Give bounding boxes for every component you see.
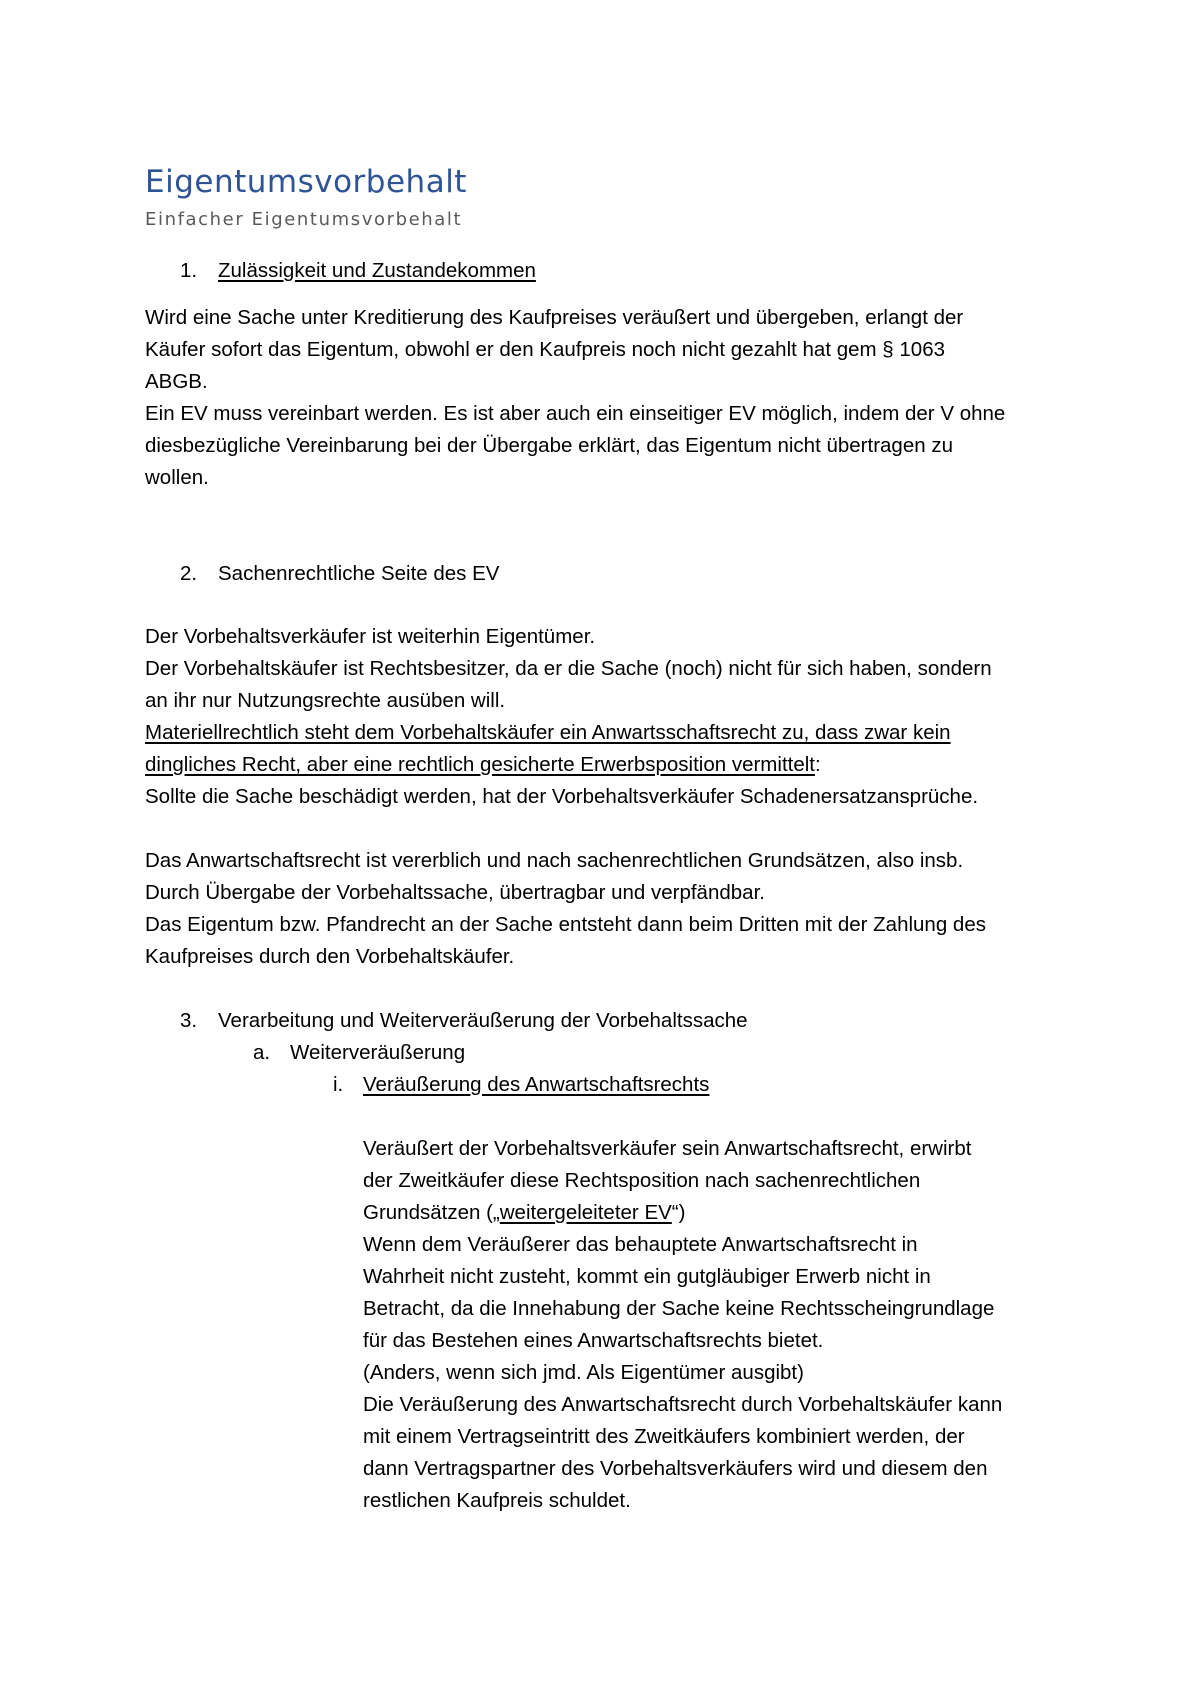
section-2-body-1 [145, 621, 1065, 813]
subsection-a-heading [0, 1037, 1200, 1069]
section-3-title: Verarbeitung und Weiterveräußerung der Vorbehaltssache [218, 1009, 748, 1032]
paragraph-line [363, 1197, 1073, 1229]
paragraph-line: Betracht, da die Innehabung der Sache keine Rechtsscheingrundlage [363, 1297, 995, 1320]
section-3-heading [0, 1005, 1200, 1037]
text-segment: “) [671, 1201, 686, 1224]
paragraph-line: diesbezügliche Vereinbarung bei der Übergabe erklärt, das Eigentum nicht übertragen zu [145, 434, 953, 457]
section-2-body-2 [145, 845, 1065, 973]
paragraph-line: Ein EV muss vereinbart werden. Es ist aber auch ein einseitiger EV möglich, indem der V ohne [145, 402, 1006, 425]
text-segment: Grundsätzen („ [363, 1201, 500, 1224]
paragraph-line: für das Bestehen eines Anwartschaftsrechts bietet. [363, 1329, 824, 1352]
paragraph-line: Veräußert der Vorbehaltsverkäufer sein Anwartschaftsrecht, erwirbt [363, 1137, 972, 1160]
subsection-i-title: Veräußerung des Anwartschaftsrechts [363, 1073, 710, 1096]
paragraph-line: Durch Übergabe der Vorbehaltssache, übertragbar und verpfändbar. [145, 881, 765, 904]
subsection-i-heading [0, 1069, 1200, 1101]
document-title: Eigentumsvorbehalt [145, 164, 467, 200]
section-2-title: Sachenrechtliche Seite des EV [218, 562, 500, 585]
paragraph-line: mit einem Vertragseintritt des Zweitkäufers kombiniert werden, der [363, 1425, 965, 1448]
section-1-title: Zulässigkeit und Zustandekommen [218, 259, 536, 282]
paragraph-line: Das Eigentum bzw. Pfandrecht an der Sache entsteht dann beim Dritten mit der Zahlung des [145, 913, 986, 936]
section-1-body [145, 302, 1065, 494]
underlined-text: weitergeleiteter EV [499, 1201, 672, 1224]
underlined-text: Materiellrechtlich steht dem Vorbehaltskäufer ein Anwartsschaftsrecht zu, dass zwar kein [145, 721, 951, 744]
subsection-a-title: Weiterveräußerung [290, 1041, 466, 1064]
subsection-a-number: a. [253, 1041, 271, 1064]
colon: : [814, 753, 821, 776]
paragraph-line [145, 749, 1065, 781]
paragraph-line: wollen. [145, 466, 209, 489]
paragraph-line: Das Anwartschaftsrecht ist vererblich und nach sachenrechtlichen Grundsätzen, also insb. [145, 849, 964, 872]
section-1-heading [0, 255, 1200, 287]
subsection-i-number: i. [333, 1073, 344, 1096]
document-subtitle: Einfacher Eigentumsvorbehalt [145, 209, 463, 230]
paragraph-line: Der Vorbehaltskäufer ist Rechtsbesitzer, da er die Sache (noch) nicht für sich haben, sondern [145, 657, 992, 680]
paragraph-line: restlichen Kaufpreis schuldet. [363, 1489, 631, 1512]
subsection-i-body [363, 1133, 1073, 1517]
paragraph-line: Käufer sofort das Eigentum, obwohl er den Kaufpreis noch nicht gezahlt hat gem § 1063 [145, 338, 946, 361]
paragraph-line: Wahrheit nicht zusteht, kommt ein gutgläubiger Erwerb nicht in [363, 1265, 931, 1288]
paragraph-line: dann Vertragspartner des Vorbehaltsverkäufers wird und diesem den [363, 1457, 988, 1480]
paragraph-line: Sollte die Sache beschädigt werden, hat der Vorbehaltsverkäufer Schadenersatzansprüche. [145, 785, 979, 808]
section-2-number: 2. [180, 562, 198, 585]
paragraph-line: Wird eine Sache unter Kreditierung des Kaufpreises veräußert und übergeben, erlangt der [145, 306, 964, 329]
paragraph-line: der Zweitkäufer diese Rechtsposition nach sachenrechtlichen [363, 1169, 921, 1192]
paragraph-line: an ihr nur Nutzungsrechte ausüben will. [145, 689, 506, 712]
paragraph-line [145, 717, 1065, 749]
paragraph-line: Die Veräußerung des Anwartschaftsrecht durch Vorbehaltskäufer kann [363, 1393, 1003, 1416]
section-3-number: 3. [180, 1009, 198, 1032]
section-1-number: 1. [180, 259, 198, 282]
paragraph-line: (Anders, wenn sich jmd. Als Eigentümer ausgibt) [363, 1361, 804, 1384]
paragraph-line: Der Vorbehaltsverkäufer ist weiterhin Eigentümer. [145, 625, 596, 648]
paragraph-line: Kaufpreises durch den Vorbehaltskäufer. [145, 945, 515, 968]
paragraph-line: Wenn dem Veräußerer das behauptete Anwartschaftsrecht in [363, 1233, 918, 1256]
underlined-text: dingliches Recht, aber eine rechtlich gesicherte Erwerbsposition vermittelt [145, 753, 815, 776]
paragraph-line: ABGB. [145, 370, 208, 393]
section-2-heading [0, 558, 1200, 590]
